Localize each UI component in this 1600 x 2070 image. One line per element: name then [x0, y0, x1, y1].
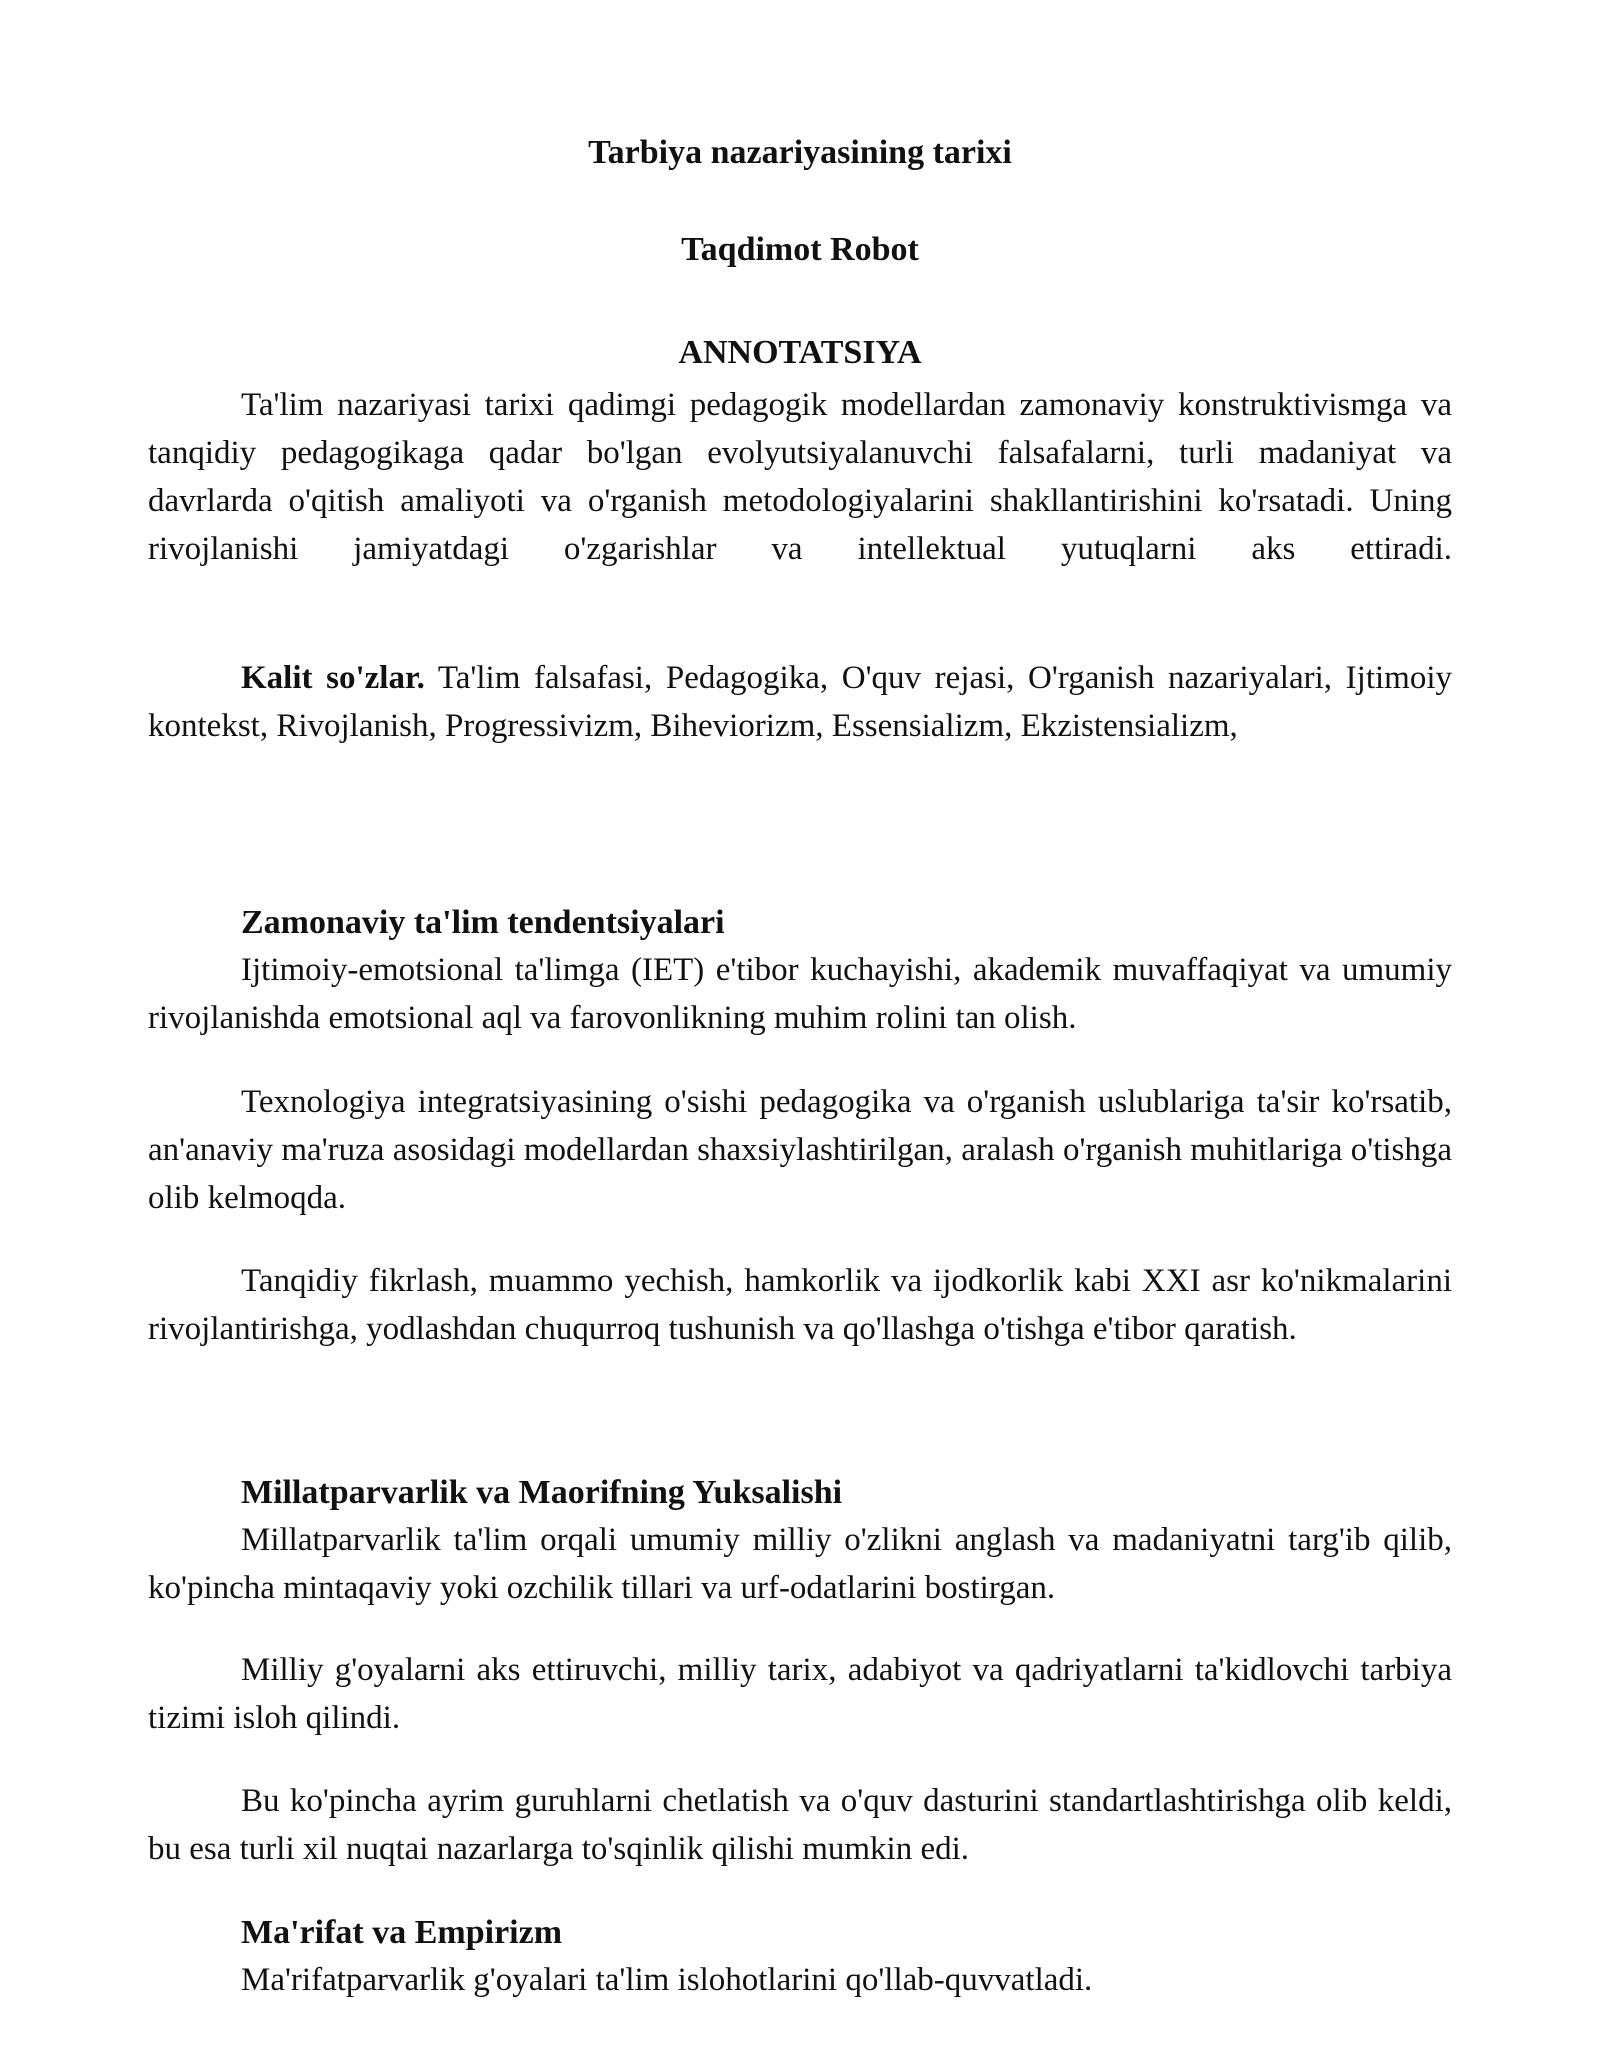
document-title: Tarbiya nazariyasining tarixi [588, 134, 1012, 171]
section-paragraph: Tanqidiy fikrlash, muammo yechish, hamkorlik va ijodkorlik kabi XXI asr ko'nikmalarini rivojlantirishga, yodlashdan chuqurroq tushunish va qo'llashga o'tishga e'tibor qaratish. [148, 1263, 1452, 1347]
section-paragraph: Millatparvarlik ta'lim orqali umumiy milliy o'zlikni anglash va madaniyatni targ'ib qilib, ko'pincha mintaqaviy yoki ozchilik tillari va urf-odatlarini bostirgan. [148, 1522, 1452, 1606]
section-paragraph: Ijtimoiy-emotsional ta'limga (IET) e'tibor kuchayishi, akademik muvaffaqiyat va umumiy rivojlanishda emotsional aql va farovonlikning muhim rolini tan olish. [148, 952, 1452, 1036]
section-paragraph: Texnologiya integratsiyasining o'sishi pedagogika va o'rganish uslublariga ta'sir ko'rsatib, an'anaviy ma'ruza asosidagi modellardan shaxsiylashtirilgan, aralash o'rganish muhitlariga o'tishga olib kelmoqda. [148, 1084, 1452, 1216]
keywords-label: Kalit so'zlar. [241, 660, 425, 696]
document-author: Taqdimot Robot [681, 231, 919, 268]
keywords-paragraph [148, 654, 1452, 750]
document-page [148, 0, 1452, 2070]
section-heading: Millatparvarlik va Maorifning Yuksalishi [241, 1474, 843, 1511]
abstract-heading: ANNOTATSIYA [678, 334, 922, 371]
abstract-paragraph: Ta'lim nazariyasi tarixi qadimgi pedagogik modellardan zamonaviy konstruktivismga va tanqidiy pedagogikaga qadar bo'lgan evolyutsiyalanuvchi falsafalarni, turli madaniyat va davrlarda o'qitish amaliyoti va o'rganish metodologiyalarini shakllantirishini ko'rsatadi. Uning rivojlanishi jamiyatdagi o'zgarishlar va intellektual yutuqlarni aks ettiradi. [148, 387, 1452, 567]
section-paragraph: Milliy g'oyalarni aks ettiruvchi, milliy tarix, adabiyot va qadriyatlarni ta'kidlovchi tarbiya tizimi isloh qilindi. [148, 1652, 1452, 1736]
section-heading: Ma'rifat va Empirizm [241, 1914, 563, 1951]
keywords-text: Ta'lim falsafasi, Pedagogika, O'quv rejasi, O'rganish nazariyalari, Ijtimoiy kontekst, Rivojlanish, Progressivizm, Biheviorizm, Essensializm, Ekzistensializm, [148, 660, 1452, 744]
section-paragraph: Ma'rifatparvarlik g'oyalari ta'lim islohotlarini qo'llab-quvvatladi. [241, 1962, 1093, 1998]
section-paragraph: Bu ko'pincha ayrim guruhlarni chetlatish va o'quv dasturini standartlashtirishga olib keldi, bu esa turli xil nuqtai nazarlarga to'sqinlik qilishi mumkin edi. [148, 1783, 1452, 1867]
section-heading: Zamonaviy ta'lim tendentsiyalari [241, 904, 725, 941]
